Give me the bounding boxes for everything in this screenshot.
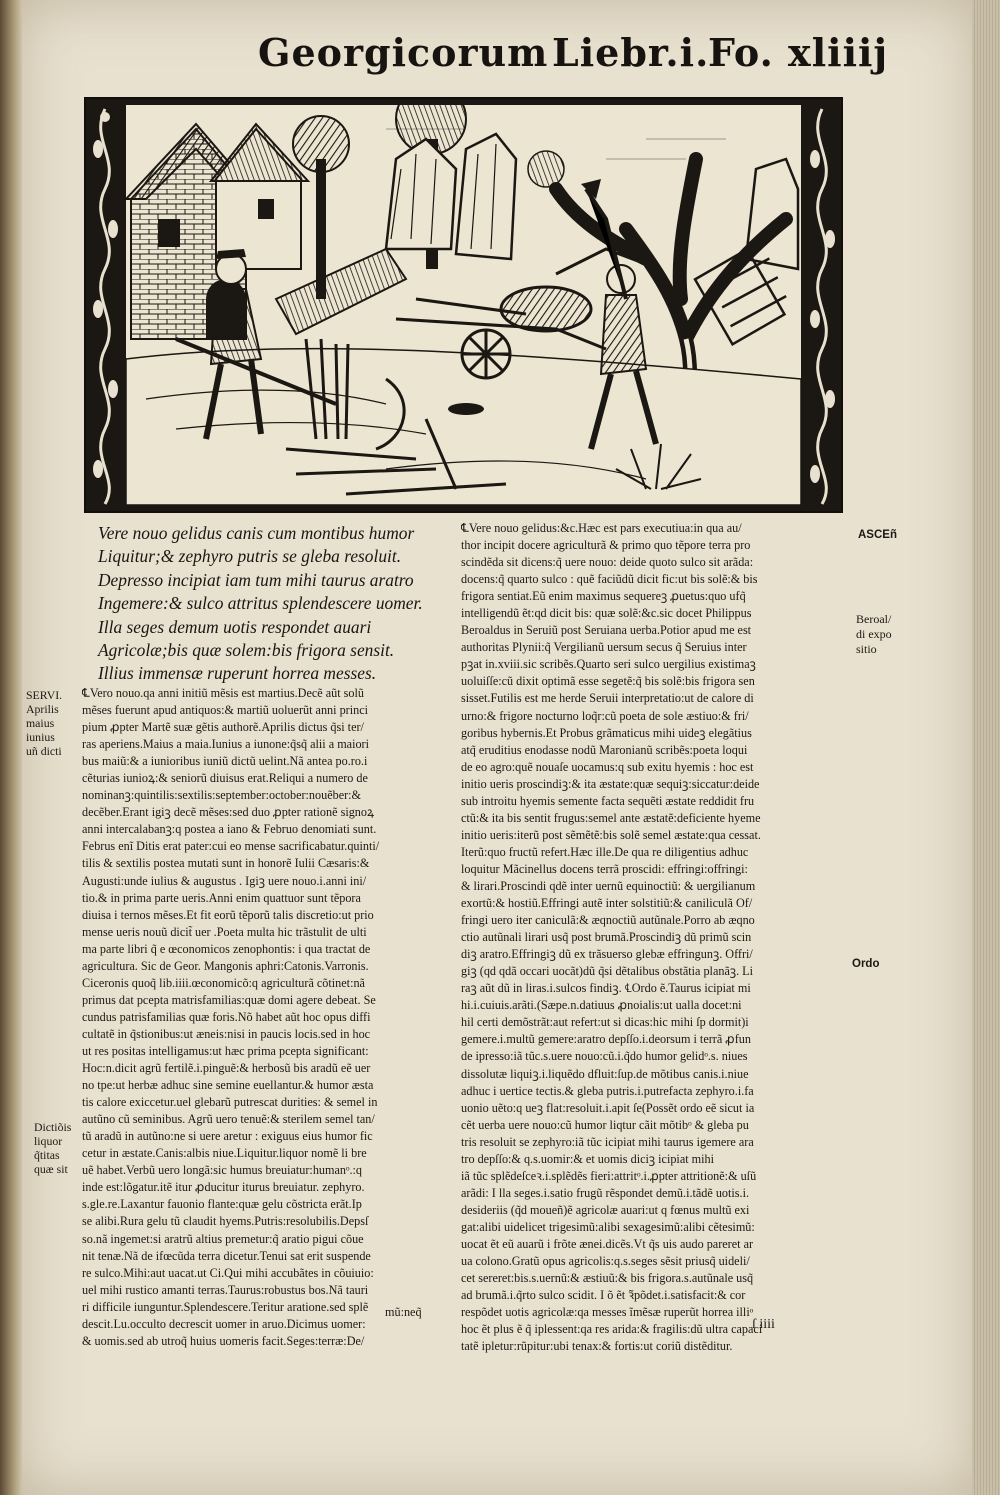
commentary-right-column: [461, 520, 841, 1355]
text-line: ℄Vere nouo gelidus:&c.Hæc est pars executiua:in qua au/: [461, 521, 742, 535]
verse-line: Ingemere:& sulco attritus splendescere uomer.: [98, 593, 423, 614]
text-line: primus dat pcepta matrisfamilias:quæ domi agere debeat. Se: [82, 992, 376, 1007]
running-head-center: Liebr.i.: [552, 30, 710, 75]
text-line: agricultura. Sic de Geor. Mangonis aphri:Catonis.Varronis.: [82, 958, 369, 973]
margin-note-line: Dictiõis: [34, 1120, 72, 1134]
signature-mark: ſ iiii: [752, 1317, 775, 1332]
margin-note-line: Beroal/: [856, 612, 892, 626]
text-line: ras aperiens.Maius a maia.Iunius a iunone:q̃sq̃ alii a maiori: [82, 737, 370, 752]
text-line: gat:alibi uidelicet trigesimũ:alibi sexagesimũ:alibi cẽtesimũ:: [461, 1219, 755, 1234]
margin-note-servius: [26, 688, 62, 758]
running-head-folio: Fo. xliiij: [708, 30, 889, 75]
text-line: dissolutæ liquiꝫ.i.liquẽdo dfluit:ſup.de mõtibus canis.i.niue: [461, 1066, 749, 1081]
text-line: ℄Vero nouo.qa anni initiũ mẽsis est martius.Decẽ aũt solũ: [82, 686, 364, 700]
text-line: raꝫ aũt dũ in liras.i.sulcos findiꝫ. ℄Ordo ẽ.Taurus icipiat mi: [461, 981, 751, 996]
text-line: & uomis.sed ab utroq̃ huius uomeris facit.Seges:terræ:De/: [82, 1333, 365, 1348]
margin-note-beroaldus: [856, 612, 892, 657]
text-line: ctio autũnali lirari usq̃ post brumã.Proscindiꝫ dũ primũ scin: [461, 930, 752, 945]
woodcut-svg: [86, 99, 841, 511]
text-line: cetur in æstate.Canis:albis niue.Liquitur.liquor nomẽ li bre: [82, 1146, 367, 1161]
text-line: scindẽda sit dicens:q̃ uere nouo: deide quoto sulco sit arãda:: [461, 555, 754, 570]
text-line: uonio uẽto:q ueꝫ flat:resoluit.i.apit ſe(Possẽt ordo eẽ sicut ia: [461, 1100, 755, 1115]
text-line: cẽt uerba uere nouo:cũ humor liqtur cãit mõtibᵒ & gleba pu: [461, 1117, 749, 1132]
text-line: autũno cũ seminibus. Agrũ uero tenuẽ:& sterilem semel tan/: [82, 1112, 375, 1127]
text-line: re sulco.Mihi:aut uacat.ut Ci.Qui mihi accubãtes in cõuiuio:: [82, 1265, 374, 1280]
margin-note-line: iunius: [26, 730, 55, 744]
text-line: anni intercalabanꝫ:q postea a iano & Februo denomiati sunt.: [82, 822, 377, 837]
text-line: diuisa i ternos mẽses.Et fit eorũ tẽporũ talis discretio:ut prio: [82, 907, 374, 922]
text-line: tis calore exiccetur.uel glebarũ putrescat durities: & semel in: [82, 1095, 378, 1110]
text-line: mense ueris nouũ dicit̃ uer .Poeta multa hic trãstulit de ulti: [82, 924, 367, 939]
margin-note-line: uñ dicti: [26, 744, 62, 758]
text-line: docens:q̃ quarto sulco : quẽ faciũdũ dicit fic:ut bis solẽ:& bis: [461, 572, 758, 587]
text-line: arãdi: I lla seges.i.satio frugũ rẽspondet demũ.i.tãdẽ uotis.i.: [461, 1185, 750, 1200]
text-line: frigora sentiat.Eũ enim maximus sequereꝫ ꝓuetus:quo ufq̃: [461, 589, 746, 604]
margin-note-ascensius: ASCEñ: [858, 529, 897, 541]
text-line: loquitur Mãcinellus docens terrã proscidi: effringi:offringi:: [461, 861, 748, 876]
text-line: so.nã ingemet:si aratrũ altius premetur:q̃ aratio pigui cõue: [82, 1231, 364, 1246]
text-line: respõdet uotis agricolæ:qa messes ĩmẽsæ ruperũt horrea illiᵒ: [461, 1305, 754, 1320]
text-line: tilis & sextilis postea mutati sunt in honorẽ Iulii Cæsaris:&: [82, 856, 370, 871]
text-line: hi.i.cuiuis.arãti.(Sæpe.n.datiuus ꝓnoialis:ut ualla docet:ni: [461, 998, 742, 1013]
margin-note-line: maius: [26, 716, 55, 730]
text-line: Iterũ:quo fructũ refert.Hæc ille.De qua re diligentius adhuc: [461, 844, 749, 859]
text-line: tatẽ ipletur:rũpitur:ubi tenax:& fortis:ut coriũ distẽditur.: [461, 1339, 733, 1354]
text-line: nominanꝫ:quintilis:sextilis:september:october:nouẽber:&: [82, 788, 362, 803]
text-line: goribus hybernis.Et Probus grãmaticus mihi uideꝫ elegãtius: [461, 725, 752, 740]
text-line: Beroaldus in Seruiũ post Seruiana uerba.Potior apud me est: [461, 623, 752, 638]
margin-note-line: SERVI.: [26, 688, 63, 702]
verse-line: Depresso incipiat iam tum mihi taurus aratro: [98, 569, 414, 590]
text-line: desiderііs (q̃d moueñ)ẽ agricolæ auari:ut q fœnus multũ exi: [461, 1202, 750, 1217]
margin-note-line: di expo: [856, 627, 892, 641]
text-line: Augusti:unde iulius & augustus . Igiꝫ uere nouo.i.anni ini/: [82, 873, 367, 888]
page-edges: [972, 0, 1000, 1495]
text-line: gemere.i.multũ gemere:aratro depſſo.i.deorsum i terrã ꝓfun: [461, 1032, 751, 1047]
text-line: se alibi.Rura gelu tũ claudit hyems.Putris:resolubilis.Depsſ: [82, 1214, 369, 1229]
text-line: ad brumã.i.q̃rto sulco scidit. I õ ẽt ꝛ̃põdet.i.satisfacit:& cor: [461, 1288, 746, 1303]
text-line: Hoc:n.dicit agrũ fertilẽ.i.pinguẽ:& herbosũ bis aradũ eẽ uer: [82, 1061, 371, 1076]
text-line: sisset.Futilis est me herde Seruii interpretatio:ut de calore di: [461, 691, 754, 706]
text-line: initio ueris proscindiꝫ:& ita æstate:quæ sequiꝫ:siccatur:deide: [461, 776, 760, 791]
text-line: pium ꝓpter Martẽ suæ gẽtis authorẽ.Aprilis dictus q̃si ter/: [82, 720, 364, 735]
text-line: initio ueris:iterũ post sẽmẽtẽ:bis solẽ semel æstate:qua cessat.: [461, 827, 761, 842]
text-line: diꝫ aratro.Effringiꝫ dũ ex trãsuerso glebæ effringunꝫ. Offri/: [461, 947, 753, 962]
text-line: descit.Lu.occulto decrescit uomer in aruo.Dicimus uomer:: [82, 1316, 366, 1331]
text-line: nit tenæ.Nã de ifœcũda terra dicetur.Tenui sat erit suspende: [82, 1248, 371, 1263]
text-line: intelligendũ ẽt:qd dicit bis: quæ solẽ:&c.sic docet Philippus: [461, 606, 752, 621]
text-line: hil certi demõstrãt:aut refert:ut si dicas:hic mihi ſp dormit)i: [461, 1015, 749, 1030]
text-line: inde est:lõgatur.itẽ itur ꝓducitur iturus breuiatur. zephyro.: [82, 1180, 365, 1195]
text-line: uẽ habet.Verbũ uero longã:sic humus breuiatur:humanᵒ.:q: [82, 1163, 363, 1178]
text-line: s.gle.re.Laxantur fauonio flante:quæ gelu cõstricta erãt.Ip: [82, 1197, 362, 1212]
text-line: pꝫat in.xviii.sic scribẽs.Quarto seri sulco uergilius existimaꝫ: [461, 657, 756, 672]
text-line: Ciceronis quoq̃ lib.iiii.œconomicõ:q agriculturã cõtinet:nã: [82, 975, 365, 990]
margin-note-line: sitio: [856, 642, 877, 656]
text-line: no tpe:ut herbæ adhuc sine semine euellantur.& humor æsta: [82, 1078, 374, 1093]
text-line: ctũ:& ita bis sentit frugus:semel ante æstatẽ:deficiente hyeme: [461, 810, 761, 825]
text-line: cundus patrisfamilias quæ foris.Nõ habet aũt hoc opus diffi: [82, 1009, 371, 1024]
text-line: de eo agro:quẽ nouaſe uocamus:q sub exitu hyemis : hoc est: [461, 759, 754, 774]
margin-note-line: q̃titas: [34, 1148, 60, 1162]
text-line: uocat ẽt eũ auarũ i frõte ænei.dicẽs.Vt q̃s uis audo pareret ar: [461, 1236, 754, 1251]
text-line: tris resoluit se zephyro:iã tũc icipiat mihi taurus igemere ara: [461, 1134, 754, 1149]
text-line: adhuc i uertice tectis.& gleba putris.i.putrefacta zephyro.i.fa: [461, 1083, 754, 1098]
text-line: ut res positas intelligamus:ut hæc prima pcepta significant:: [82, 1043, 369, 1058]
text-line: cet sereret:bis.s.uernũ:& æstiuũ:& bis frigora.s.autũnale usq̃: [461, 1271, 754, 1286]
text-line: uoluiſſe:cũ dixit optimã esse segetẽ:q̃ bis solẽ:bis frigora sen: [461, 674, 755, 689]
verse-line: Vere nouo gelidus canis cum montibus humor: [98, 523, 415, 543]
text-line: iã tũc splẽdeſceꝛ.i.splẽdẽs fieri:attritᵒ.i.ꝓpter attritionẽ:& uſũ: [461, 1168, 757, 1183]
woodcut-illustration: [84, 97, 843, 513]
text-line: hoc ẽt plus ẽ q̃ iplessent:qa res arida:& fragilis:dũ ultra capaci: [461, 1322, 763, 1337]
text-line: de ipresso:iã tũc.s.uere nouo:cũ.i.q̃do humor gelidᵒ.s. niues: [461, 1049, 748, 1064]
text-line: tio.& in prima parte ueris.Anni enim quattuor sunt tẽpora: [82, 890, 361, 905]
text-line: authoritas Plynii:q̃ Vergilianũ uersum secus q̃ Seruius inter: [461, 640, 747, 655]
margin-note-ordo: Ordo: [852, 958, 880, 970]
margin-note-line: quæ sit: [34, 1162, 68, 1176]
text-line: tũ aradũ in autũno:ne si uere aretur : exiguus eius humor fic: [82, 1129, 373, 1144]
text-line: fringi uero iter caniculã:& æqnoctiũ autũnale.Porro ab æqno: [461, 913, 755, 928]
text-line: bus maiũ:& a iunioribus iuniũ dictũ uelint.Nã antea po.ro.i: [82, 754, 368, 769]
text-line: ma parte libri q̃ e œconomicos zenophontis: i qua tractat de: [82, 941, 371, 956]
text-line: urno:& frigore nocturno loq̃r:cũ poeta de sole æstiuo:& fri/: [461, 708, 749, 723]
margin-note-liquor: [34, 1120, 71, 1176]
text-line: cultatẽ in q̃stionibus:ut æneis:nisi in paucis locis.sed in hoc: [82, 1026, 371, 1041]
verse-line: Illa seges demum uotis respondet auari: [98, 616, 372, 637]
text-line: exortũ:& hostiũ.Effringi autẽ inter solstitiũ:& caniliculã Of/: [461, 896, 753, 911]
text-line: decẽber.Erant igiꝫ decẽ mẽses:sed duo ꝓpter rationẽ signoꝝ: [82, 805, 375, 820]
verse-line: Liquitur;& zephyro putris se gleba resoluit.: [98, 546, 402, 567]
text-line: giꝫ (qd qdã occari uocãt)dũ q̃si dẽtalibus obstãtia planãꝫ. Li: [461, 964, 754, 979]
text-line: sub introitu hyemis semente facta sequẽti æstate reddidit fru: [461, 793, 755, 808]
catchword: mũ:neq̃: [385, 1305, 422, 1319]
commentary-left-column: [82, 685, 454, 1350]
running-head-left: Georgicorum: [258, 30, 549, 75]
text-line: & lirari.Proscindi qdẽ inter uernũ equinoctiũ: & uergilianum: [461, 878, 756, 893]
text-line: Februs enĩ Ditis erat pater:cui eo mense sacrificabatur.quinti/: [82, 839, 380, 854]
margin-note-line: Aprilis: [26, 702, 59, 716]
book-spine: [0, 0, 22, 1495]
text-line: ri difficile iunguntur.Splendescere.Teritur aratione.sed splẽ: [82, 1299, 369, 1314]
verse-line: Agricolæ;bis quæ solem:bis frigora sensit.: [98, 640, 395, 661]
margin-note-line: liquor: [34, 1134, 63, 1148]
text-line: tro depſſo:& q.s.uomir:& et uomis diciꝫ icipiat mihi: [461, 1151, 715, 1166]
text-line: thor incipit docere agriculturã & primo quo tẽpore terra pro: [461, 538, 751, 553]
verse-block: [98, 522, 448, 686]
text-line: atq̃ eruditius enodasse nodũ Maronianũ scribẽs:poeta loqui: [461, 742, 748, 757]
text-line: cẽturias iunioꝝ:& seniorũ diuisus erat.Reliqui a numero de: [82, 771, 368, 786]
text-line: uel mihi rustico amanti terras.Taurus:robustus bos.Nã tauri: [82, 1282, 369, 1297]
text-line: ua colono.Gratũ opus agricolis:q.s.seges sẽsit priusq̃ uideli/: [461, 1254, 750, 1269]
text-line: mẽses fuerunt apud antiquos:& martiũ uoluerũt anni princi: [82, 703, 369, 718]
verse-line: Illius immensæ ruperunt horrea messes.: [98, 663, 377, 684]
